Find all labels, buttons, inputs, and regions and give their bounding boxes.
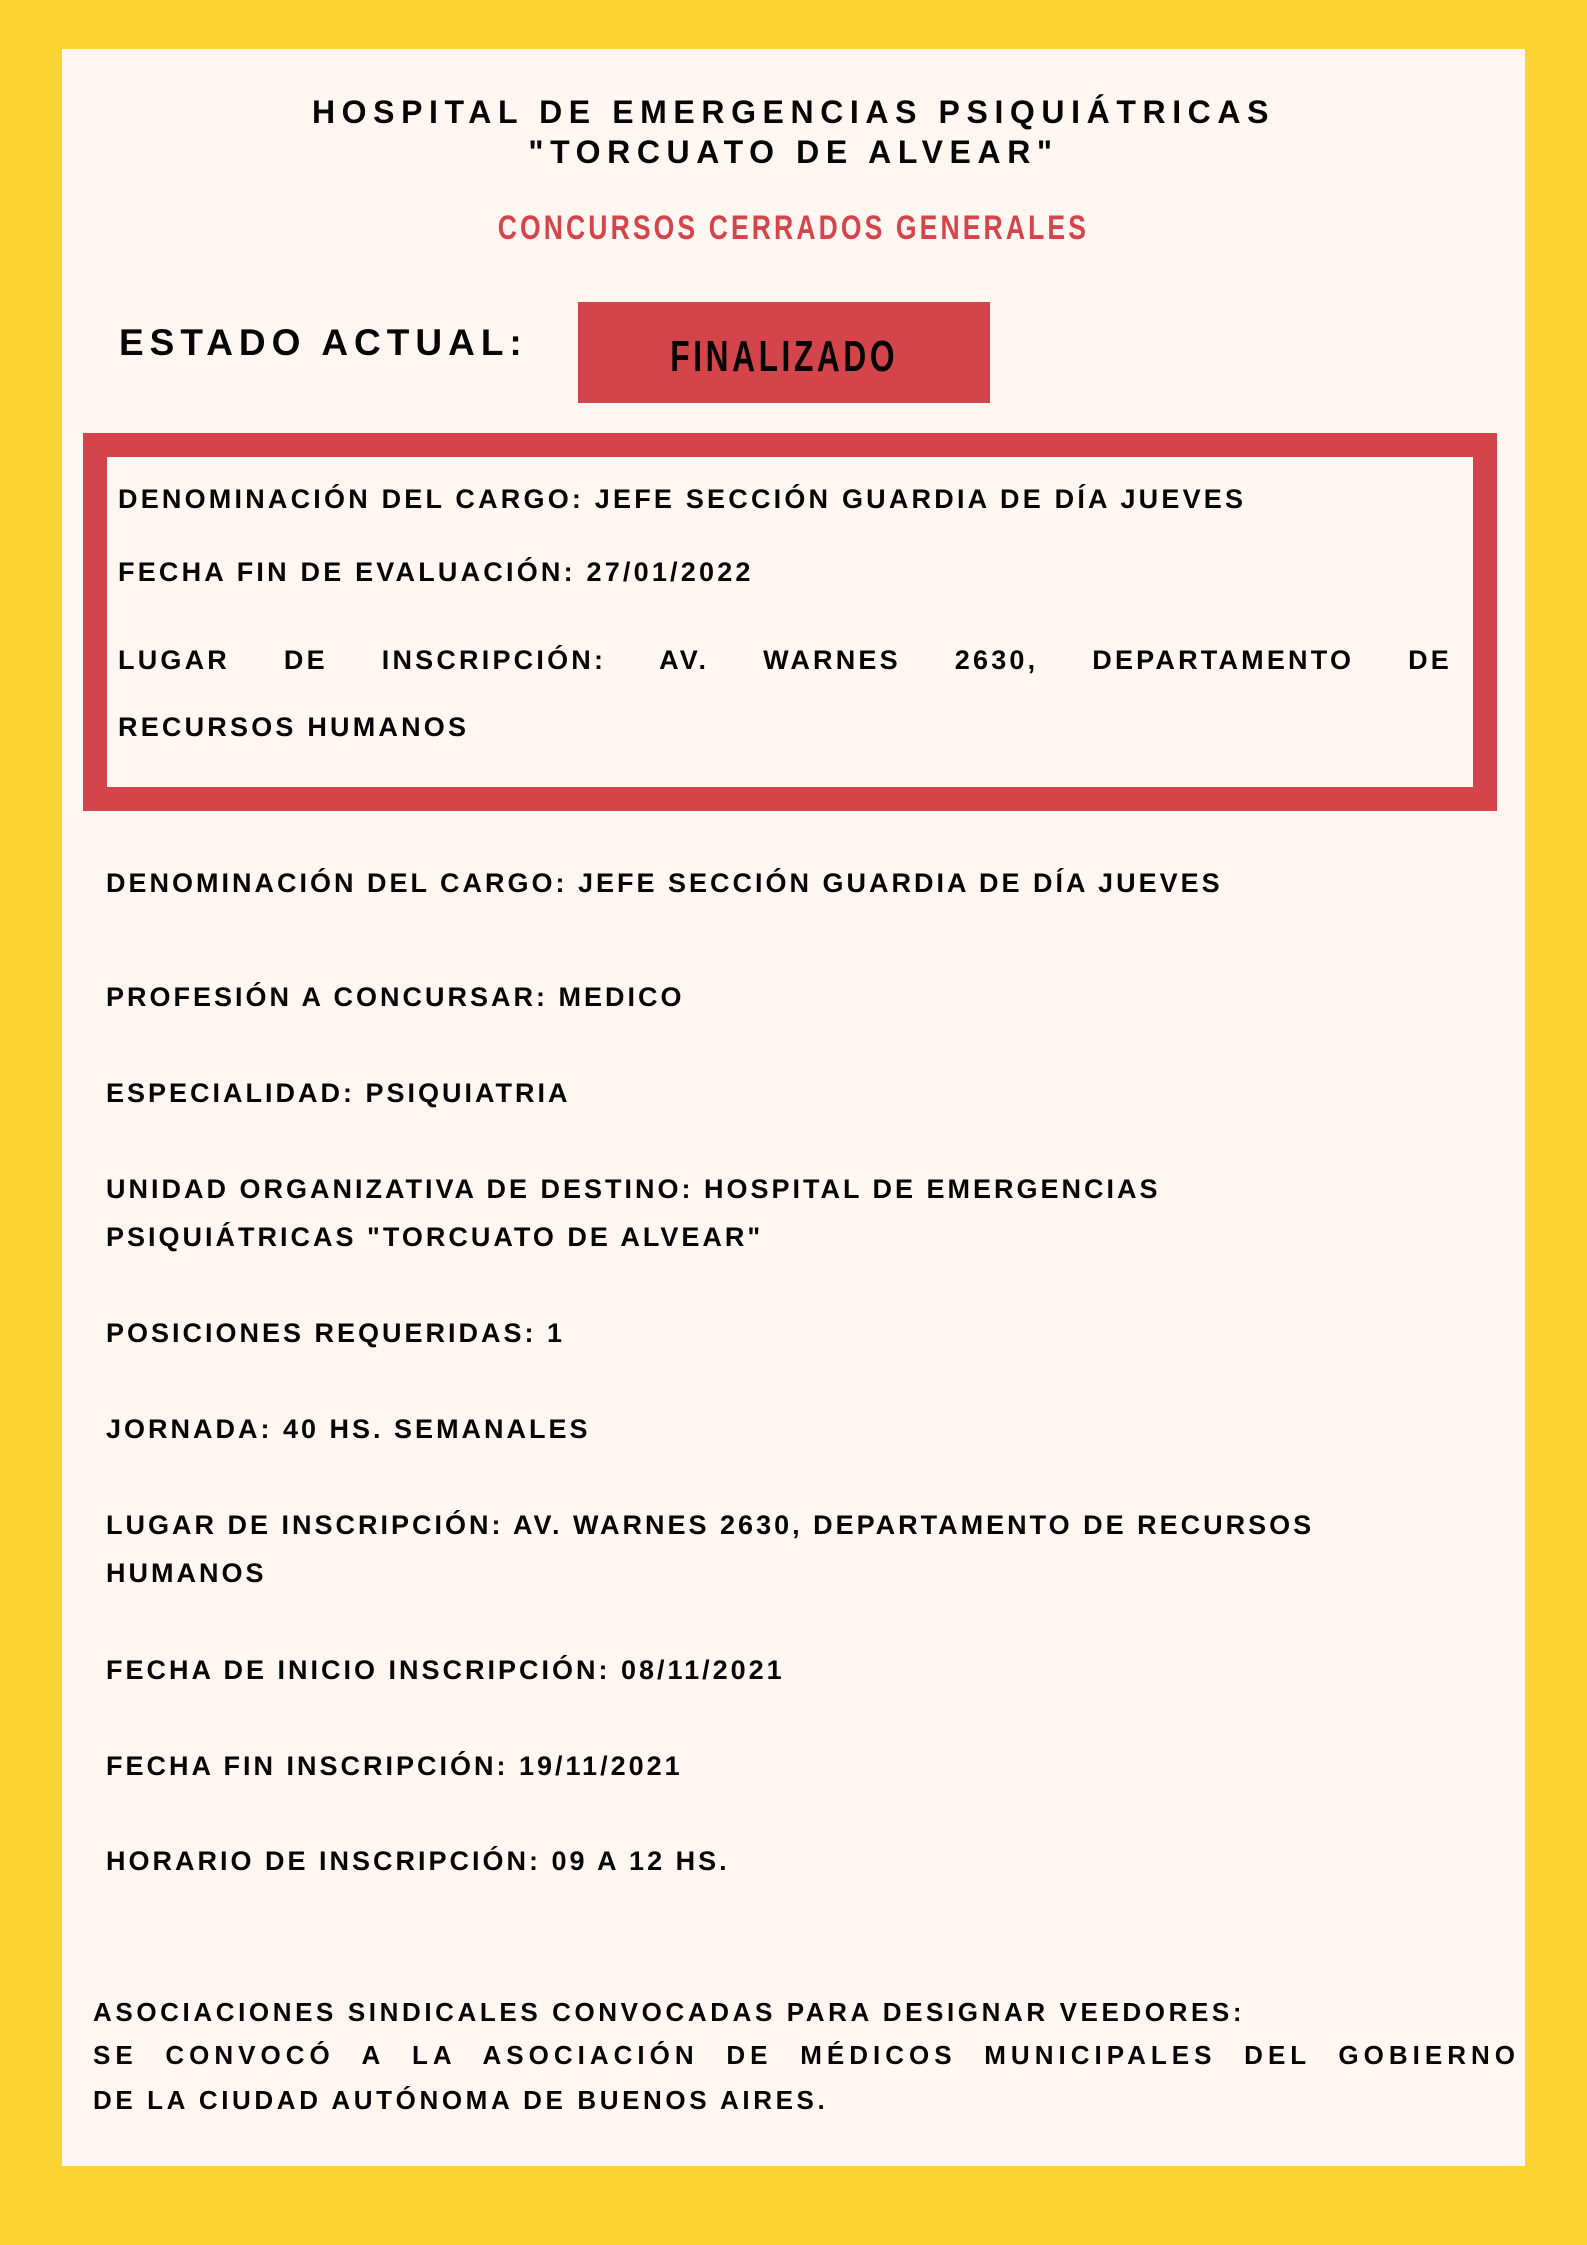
footer-text-line2: DE LA CIUDAD AUTÓNOMA DE BUENOS AIRES. (93, 2085, 829, 2115)
footer-text-line1: SE CONVOCÓ A LA ASOCIACIÓN DE MÉDICOS MUNICIPALES DEL GOBIERNO (93, 2040, 1520, 2070)
detail-horario: HORARIO DE INSCRIPCIÓN: 09 A 12 HS. (106, 1846, 730, 1876)
hospital-title-line1: HOSPITAL DE EMERGENCIAS PSIQUIÁTRICAS (311, 94, 1276, 130)
summary-cargo: DENOMINACIÓN DEL CARGO: JEFE SECCIÓN GUARDIA DE DÍA JUEVES (118, 484, 1247, 514)
detail-cargo: DENOMINACIÓN DEL CARGO: JEFE SECCIÓN GUARDIA DE DÍA JUEVES (106, 868, 1223, 898)
summary-fecha-fin-evaluacion: FECHA FIN DE EVALUACIÓN: 27/01/2022 (118, 557, 754, 587)
status-label: ESTADO ACTUAL: (119, 322, 528, 363)
status-badge-text: FINALIZADO (670, 331, 898, 381)
detail-fecha-inicio: FECHA DE INICIO INSCRIPCIÓN: 08/11/2021 (106, 1655, 785, 1685)
detail-especialidad: ESPECIALIDAD: PSIQUIATRIA (106, 1078, 571, 1108)
detail-profesion: PROFESIÓN A CONCURSAR: MEDICO (106, 982, 685, 1012)
detail-fecha-fin: FECHA FIN INSCRIPCIÓN: 19/11/2021 (106, 1751, 683, 1781)
detail-jornada: JORNADA: 40 HS. SEMANALES (106, 1414, 591, 1444)
hospital-title-line2: "TORCUATO DE ALVEAR" (528, 134, 1059, 170)
section-subtitle: CONCURSOS CERRADOS GENERALES (497, 209, 1090, 247)
footer-heading: ASOCIACIONES SINDICALES CONVOCADAS PARA DESIGNAR VEEDORES: (93, 1997, 1246, 2027)
summary-box (83, 433, 1497, 811)
document-panel (62, 49, 1525, 2166)
detail-unidad-line1: UNIDAD ORGANIZATIVA DE DESTINO: HOSPITAL DE EMERGENCIAS (106, 1174, 1161, 1204)
status-badge (578, 302, 990, 403)
detail-unidad-line2: PSIQUIÁTRICAS "TORCUATO DE ALVEAR" (106, 1222, 764, 1252)
summary-lugar-line1: LUGAR DE INSCRIPCIÓN: AV. WARNES 2630, DEPARTAMENTO DE (118, 645, 1452, 675)
detail-posiciones: POSICIONES REQUERIDAS: 1 (106, 1318, 566, 1348)
summary-lugar-line2: RECURSOS HUMANOS (118, 712, 470, 742)
detail-lugar-line2: HUMANOS (106, 1558, 267, 1588)
detail-lugar-line1: LUGAR DE INSCRIPCIÓN: AV. WARNES 2630, DEPARTAMENTO DE RECURSOS (106, 1510, 1315, 1540)
